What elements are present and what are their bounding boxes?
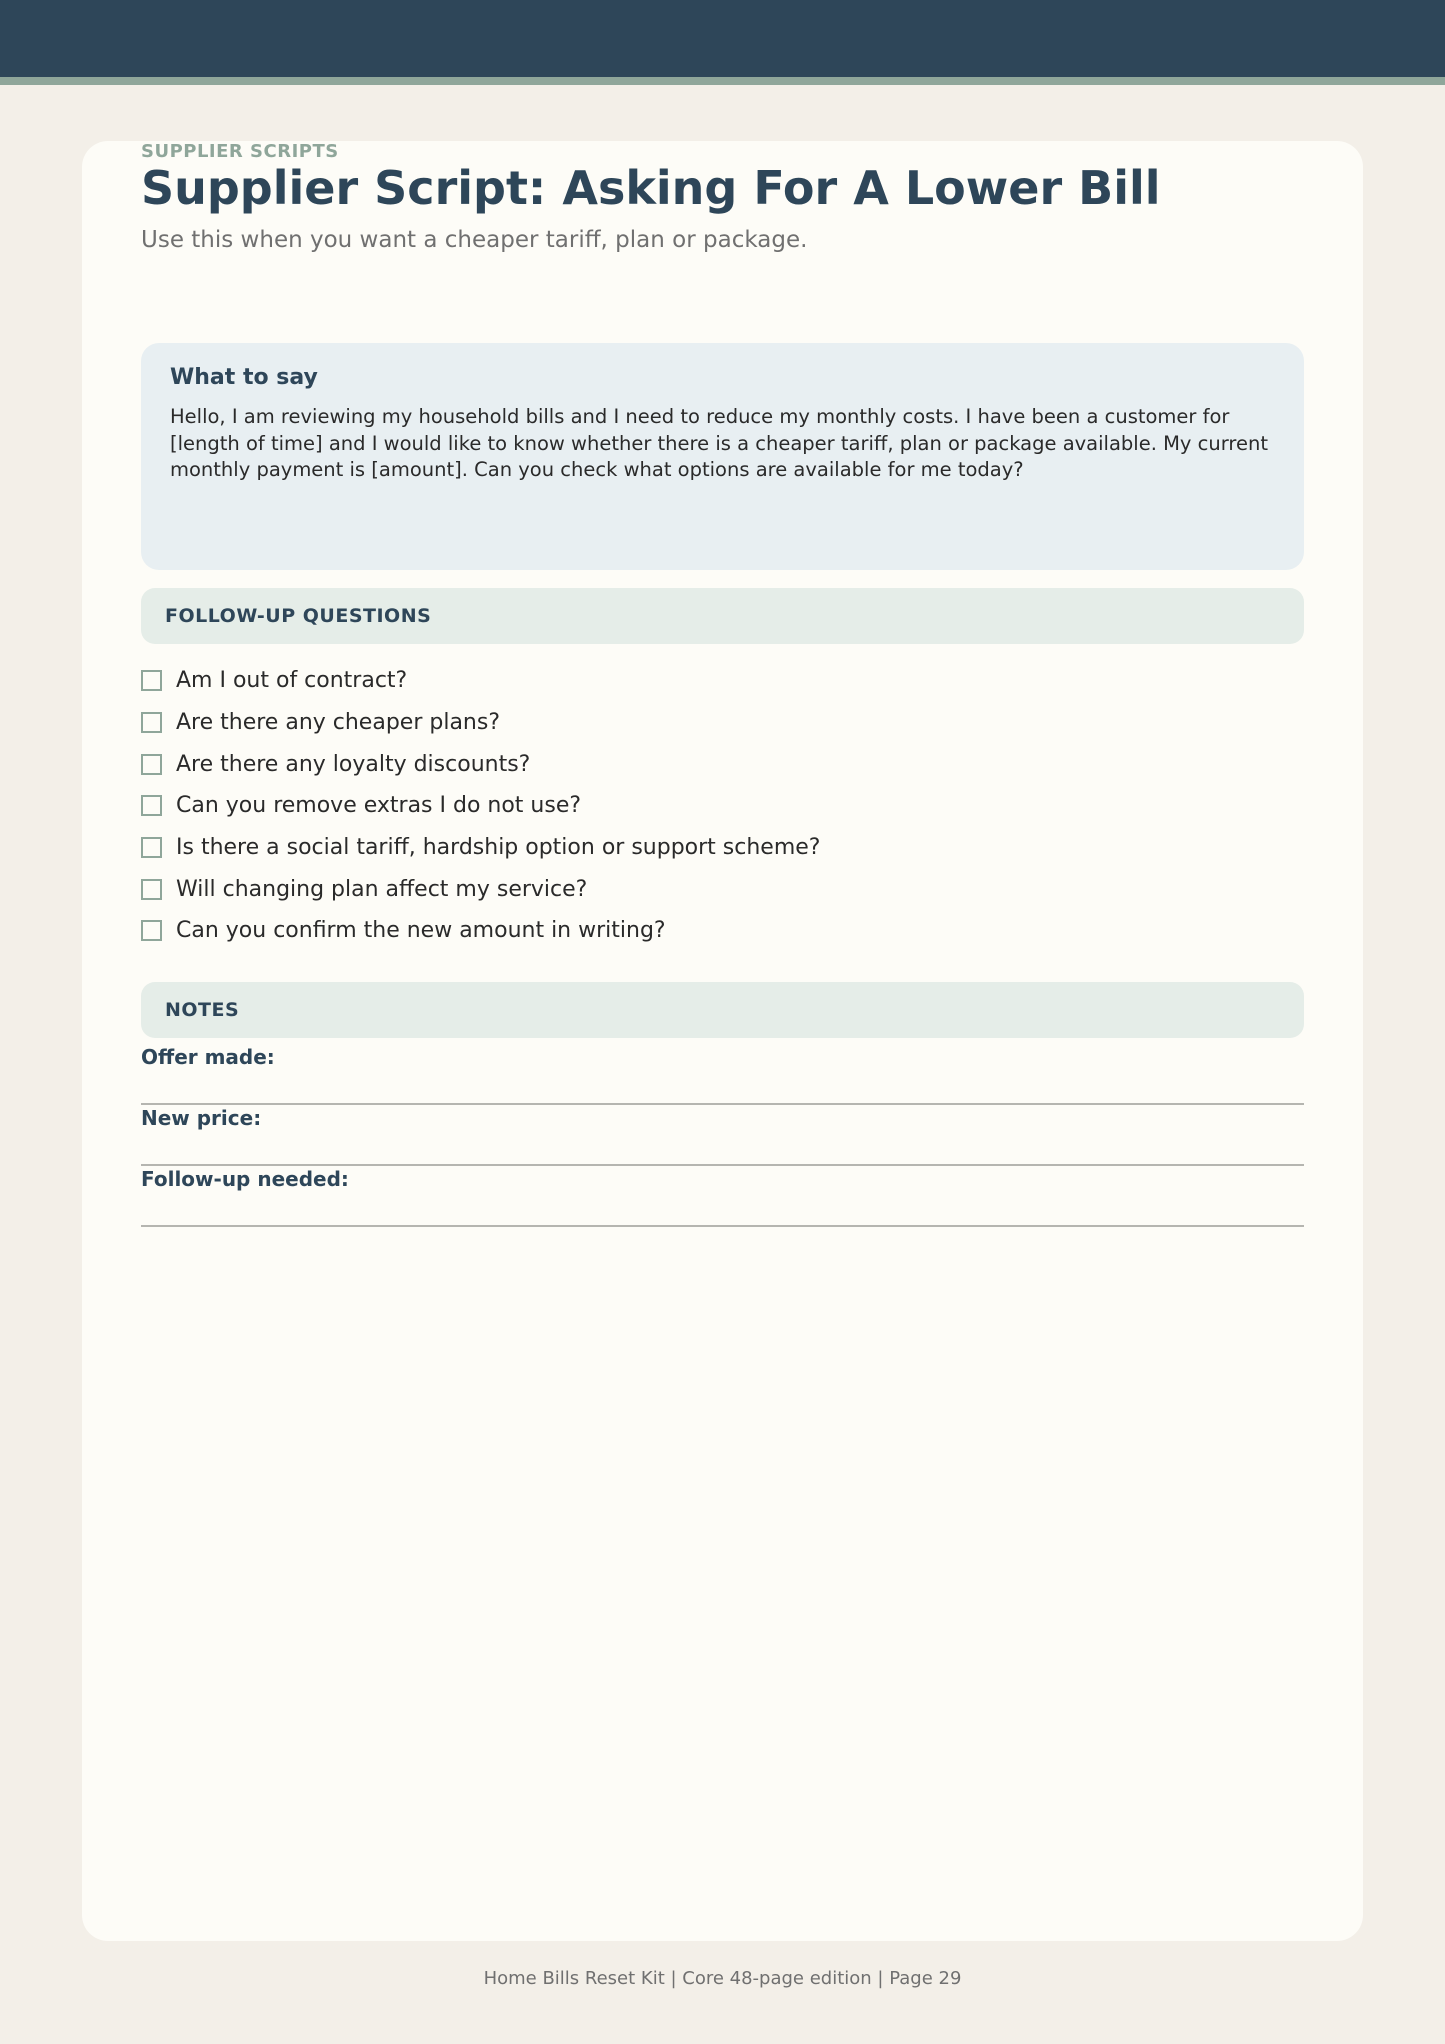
checkbox[interactable] [141, 879, 162, 900]
checklist-item-label: Will changing plan affect my service? [176, 876, 588, 902]
checkbox[interactable] [141, 795, 162, 816]
checkbox[interactable] [141, 670, 162, 691]
checkbox[interactable] [141, 754, 162, 775]
page-footer: Home Bills Reset Kit | Core 48-page edition | Page 29 [483, 1968, 962, 1989]
checklist-item[interactable] [141, 743, 1304, 785]
checklist-item[interactable] [141, 827, 1304, 869]
page-title: Supplier Script: Asking For A Lower Bill [141, 161, 1161, 215]
note-field-label: Offer made: [141, 1045, 275, 1069]
follow-up-questions-heading: FOLLOW-UP QUESTIONS [165, 605, 432, 627]
header-bar [0, 0, 1445, 77]
note-field-offer-made[interactable] [141, 1045, 1304, 1105]
notes-header [141, 982, 1304, 1038]
note-field-label: New price: [141, 1106, 262, 1130]
checklist-item[interactable] [141, 660, 1304, 702]
checklist-item-label: Can you confirm the new amount in writing? [176, 918, 666, 944]
what-to-say-heading: What to say [170, 365, 318, 390]
section-eyebrow: SUPPLIER SCRIPTS [141, 141, 339, 162]
follow-up-checklist [141, 660, 1304, 952]
checkbox[interactable] [141, 712, 162, 733]
checklist-item[interactable] [141, 910, 1304, 952]
checklist-item[interactable] [141, 702, 1304, 744]
checklist-item-label: Am I out of contract? [176, 668, 408, 694]
checkbox[interactable] [141, 837, 162, 858]
checklist-item-label: Can you remove extras I do not use? [176, 793, 582, 819]
checklist-item[interactable] [141, 868, 1304, 910]
header-accent-stripe [0, 77, 1445, 85]
checklist-item-label: Is there a social tariff, hardship option or support scheme? [176, 835, 821, 861]
checklist-item-label: Are there any loyalty discounts? [176, 751, 531, 777]
what-to-say-box [141, 343, 1304, 570]
page-subtitle: Use this when you want a cheaper tariff, plan or package. [141, 227, 808, 253]
checklist-item-label: Are there any cheaper plans? [176, 710, 501, 736]
note-field-label: Follow-up needed: [141, 1167, 349, 1191]
note-field-follow-up-needed[interactable] [141, 1167, 1304, 1227]
checkbox[interactable] [141, 920, 162, 941]
follow-up-questions-header [141, 588, 1304, 644]
note-field-new-price[interactable] [141, 1106, 1304, 1166]
checklist-item[interactable] [141, 785, 1304, 827]
what-to-say-text: Hello, I am reviewing my household bills and I need to reduce my monthly costs. I have been a customer for [length of time] and I would like to know whether there is a cheaper tariff, plan or package available. My current monthly payment is [amount]. Can you check what options are available for me today? [170, 405, 1269, 481]
notes-heading: NOTES [165, 999, 240, 1021]
